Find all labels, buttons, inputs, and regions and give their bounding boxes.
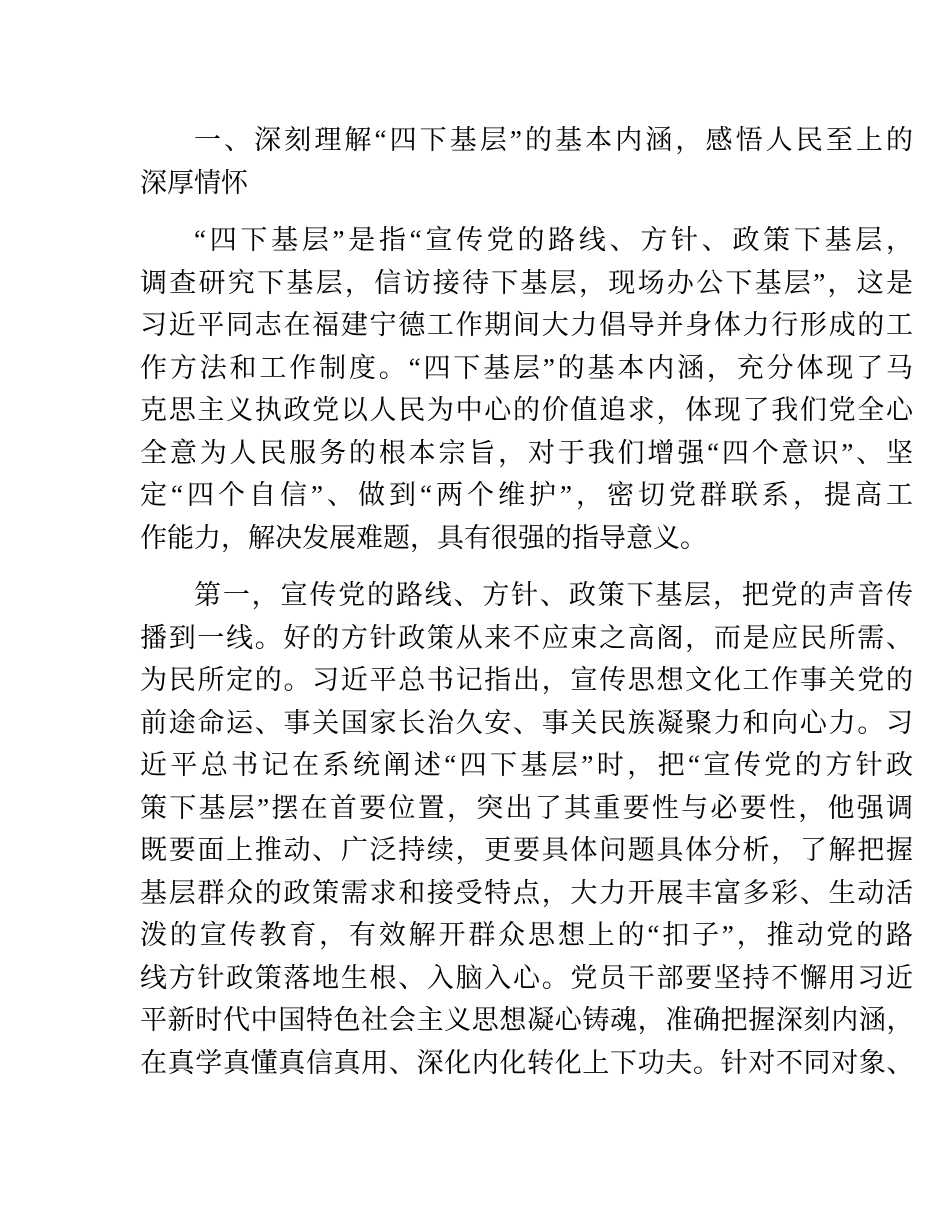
- text-line: 一、深刻理解“四下基层”的基本内涵，感悟人民至上的: [194, 125, 913, 155]
- text-line: 线方针政策落地生根、入脑入心。党员干部要坚持不懈用习近: [140, 962, 913, 993]
- text-line: 泼的宣传教育，有效解开群众思想上的“扣子”，推动党的路: [140, 920, 913, 950]
- text-line: 第一，宣传党的路线、方针、政策下基层，把党的声音传: [194, 580, 913, 610]
- text-line: 既要面上推动、广泛持续，更要具体问题具体分析，了解把握: [140, 835, 913, 865]
- text-line: 作能力，解决发展难题，具有很强的指导意义。: [140, 522, 707, 553]
- text-line: 平新时代中国特色社会主义思想凝心铸魂，准确把握深刻内涵，: [140, 1005, 913, 1035]
- paragraph-1: [140, 219, 913, 559]
- section-heading: [140, 119, 913, 204]
- text-line: 前途命运、事关国家长治久安、事关民族凝聚力和向心力。习: [140, 707, 913, 738]
- text-line: 播到一线。好的方针政策从来不应束之高阁，而是应民所需、: [140, 622, 913, 653]
- text-line: 调查研究下基层，信访接待下基层，现场办公下基层”，这是: [140, 267, 913, 298]
- text-line: 深厚情怀: [140, 167, 248, 198]
- text-line: 基层群众的政策需求和接受特点，大力开展丰富多彩、生动活: [140, 877, 913, 908]
- text-line: 定“四个自信”、做到“两个维护”，密切党群联系，提高工: [140, 480, 913, 510]
- text-line: 克思主义执政党以人民为中心的价值追求，体现了我们党全心: [140, 395, 913, 425]
- text-line: 近平总书记在系统阐述“四下基层”时，把“宣传党的方针政: [140, 750, 913, 780]
- text-line: 全意为人民服务的根本宗旨，对于我们增强“四个意识”、坚: [140, 437, 913, 468]
- text-line: 为民所定的。习近平总书记指出，宣传思想文化工作事关党的: [140, 665, 913, 695]
- document-body: [140, 119, 913, 1084]
- text-line: 策下基层”摆在首要位置，突出了其重要性与必要性，他强调: [140, 792, 913, 823]
- text-line: 习近平同志在福建宁德工作期间大力倡导并身体力行形成的工: [140, 310, 913, 340]
- text-line: 作方法和工作制度。“四下基层”的基本内涵，充分体现了马: [140, 352, 913, 383]
- text-line: 在真学真懂真信真用、深化内化转化上下功夫。针对不同对象、: [140, 1047, 913, 1078]
- text-line: “四下基层”是指“宣传党的路线、方针、政策下基层，: [194, 225, 913, 255]
- paragraph-2: [140, 574, 913, 1084]
